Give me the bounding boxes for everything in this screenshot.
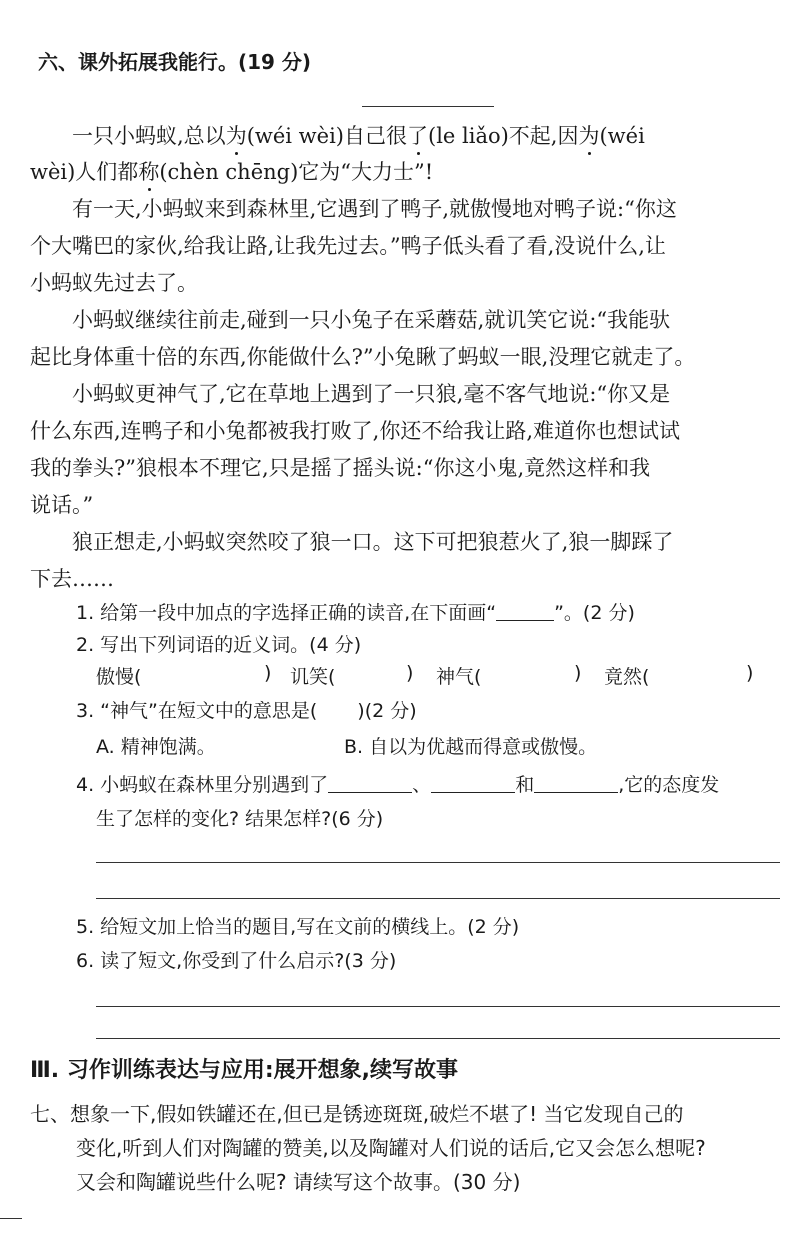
story-line-9: 什么东西,连鸭子和小兔都被我打败了,你还不给我让路,难道你也想试试 bbox=[30, 419, 681, 443]
q2-close-1: ) bbox=[264, 662, 272, 684]
scan-mark bbox=[0, 1218, 22, 1219]
question-4: 4. 小蚂蚁在森林里分别遇到了 、 和 ,它的态度发 bbox=[76, 774, 720, 796]
question-1: 1. 给第一段中加点的字选择正确的读音,在下面画“ ”。(2 分) bbox=[76, 602, 635, 624]
dotted-char: 为 bbox=[226, 120, 247, 150]
story-line-3: 有一天,小蚂蚁来到森林里,它遇到了鸭子,就傲慢地对鸭子说:“你这 bbox=[72, 197, 677, 221]
story-line-6: 小蚂蚁继续往前走,碰到一只小兔子在采蘑菇,就讥笑它说:“我能驮 bbox=[72, 308, 671, 332]
section-3-heading: Ⅲ. 习作训练表达与应用:展开想象,续写故事 bbox=[30, 1058, 458, 1083]
answer-line[interactable] bbox=[96, 1006, 780, 1007]
story-line-7: 起比身体重十倍的东西,你能做什么?”小兔瞅了蚂蚁一眼,没理它就走了。 bbox=[30, 345, 696, 369]
q2-close-2: ) bbox=[406, 662, 414, 684]
q3-option-b: B. 自以为优越而得意或傲慢。 bbox=[344, 736, 598, 758]
story-line-10: 我的拳头?”狼根本不理它,只是摇了摇头说:“你这小鬼,竟然这样和我 bbox=[30, 456, 651, 480]
question-2: 2. 写出下列词语的近义词。(4 分) bbox=[76, 634, 362, 656]
section-7-line-3: 又会和陶罐说些什么呢? 请续写这个故事。(30 分) bbox=[76, 1170, 521, 1194]
section-7-line-2: 变化,听到人们对陶罐的赞美,以及陶罐对人们说的话后,它又会怎么想呢? bbox=[76, 1136, 706, 1160]
story-line-12: 狼正想走,小蚂蚁突然咬了狼一口。这下可把狼惹火了,狼一脚踩了 bbox=[72, 530, 674, 554]
answer-blank[interactable] bbox=[496, 602, 554, 621]
answer-blank[interactable] bbox=[534, 774, 618, 793]
q2-word-4: 竟然( bbox=[604, 666, 650, 688]
answer-line[interactable] bbox=[96, 898, 780, 899]
q2-word-2: 讥笑( bbox=[290, 666, 336, 688]
story-line-13: 下去…… bbox=[30, 567, 114, 591]
dotted-char: 了 bbox=[407, 120, 428, 150]
answer-line[interactable] bbox=[96, 1038, 780, 1039]
q2-word-3: 神气( bbox=[436, 666, 482, 688]
dotted-char: 为 bbox=[578, 120, 599, 150]
answer-blank[interactable] bbox=[431, 774, 515, 793]
q2-word-1: 傲慢( bbox=[96, 666, 142, 688]
question-5: 5. 给短文加上恰当的题目,写在文前的横线上。(2 分) bbox=[76, 916, 520, 938]
question-6: 6. 读了短文,你受到了什么启示?(3 分) bbox=[76, 950, 397, 972]
q2-close-3: ) bbox=[574, 662, 582, 684]
story-line-11: 说话。” bbox=[30, 493, 94, 517]
question-4-line-2: 生了怎样的变化? 结果怎样?(6 分) bbox=[96, 808, 384, 830]
section-7-line-1: 七、想象一下,假如铁罐还在,但已是锈迹斑斑,破烂不堪了! 当它发现自己的 bbox=[30, 1102, 684, 1126]
answer-line[interactable] bbox=[96, 862, 780, 863]
story-line-8: 小蚂蚁更神气了,它在草地上遇到了一只狼,毫不客气地说:“你又是 bbox=[72, 382, 671, 406]
story-line-1: 一只小蚂蚁,总以为(wéi wèi)自己很了(le liǎo)不起,因为(wéi bbox=[72, 120, 645, 150]
question-3: 3. “神气”在短文中的意思是( )(2 分) bbox=[76, 700, 417, 722]
story-line-4: 个大嘴巴的家伙,给我让路,让我先过去。”鸭子低头看了看,没说什么,让 bbox=[30, 234, 666, 258]
section-6-heading: 六、课外拓展我能行。(19 分) bbox=[38, 50, 312, 74]
q2-close-4: ) bbox=[746, 662, 754, 684]
title-blank-line bbox=[362, 106, 494, 107]
dotted-char: 称 bbox=[138, 156, 159, 186]
q3-option-a: A. 精神饱满。 bbox=[96, 736, 216, 758]
answer-blank[interactable] bbox=[328, 774, 412, 793]
story-line-2: wèi)人们都称(chèn chēng)它为“大力士”! bbox=[30, 156, 433, 186]
story-line-5: 小蚂蚁先过去了。 bbox=[30, 271, 198, 295]
